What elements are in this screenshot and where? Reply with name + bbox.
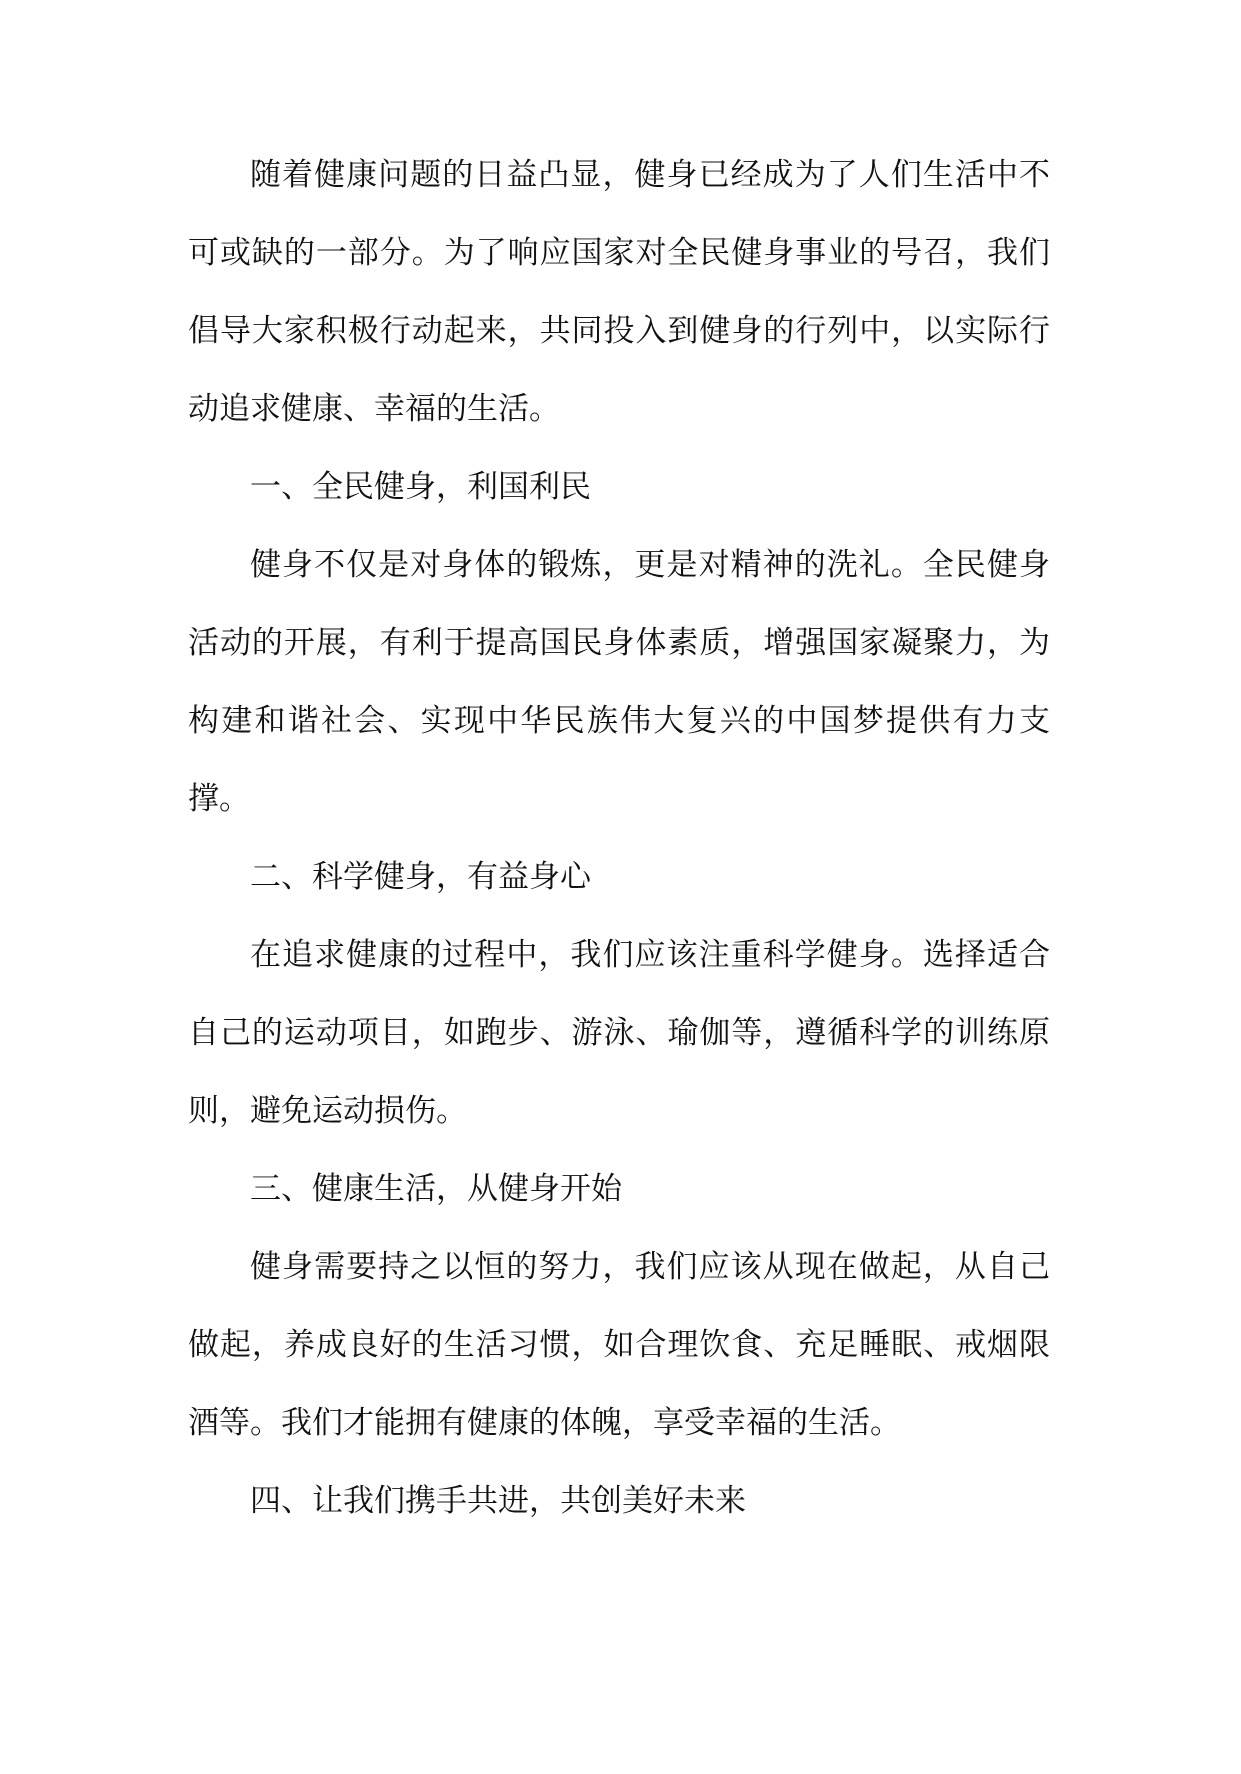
page-bottom-margin xyxy=(0,1535,1241,1754)
section-heading-4: 四、让我们携手共进，共创美好未来 xyxy=(250,1483,746,1519)
section-paragraph-3: 健身需要持之以恒的努力，我们应该从现在做起，从自己做起，养成良好的生活习惯，如合理饮食、充足睡眠、戒烟限酒等。我们才能拥有健康的体魄，享受幸福的生活。 xyxy=(188,1249,1050,1441)
section-paragraph-2: 在追求健康的过程中，我们应该注重科学健身。选择适合自己的运动项目，如跑步、游泳、瑜伽等，遵循科学的训练原则，避免运动损伤。 xyxy=(188,937,1050,1129)
document-body xyxy=(188,136,1050,1774)
intro-paragraph: 随着健康问题的日益凸显，健身已经成为了人们生活中不可或缺的一部分。为了响应国家对全民健身事业的号召，我们倡导大家积极行动起来，共同投入到健身的行列中，以实际行动追求健康、幸福的生活。 xyxy=(188,157,1050,427)
section-heading-2: 二、科学健身，有益身心 xyxy=(250,859,591,895)
section-paragraph-1: 健身不仅是对身体的锻炼，更是对精神的洗礼。全民健身活动的开展，有利于提高国民身体素质，增强国家凝聚力，为构建和谐社会、实现中华民族伟大复兴的中国梦提供有力支撑。 xyxy=(188,547,1050,817)
section-heading-1: 一、全民健身，利国利民 xyxy=(250,469,591,505)
section-heading-3: 三、健康生活，从健身开始 xyxy=(250,1171,622,1207)
